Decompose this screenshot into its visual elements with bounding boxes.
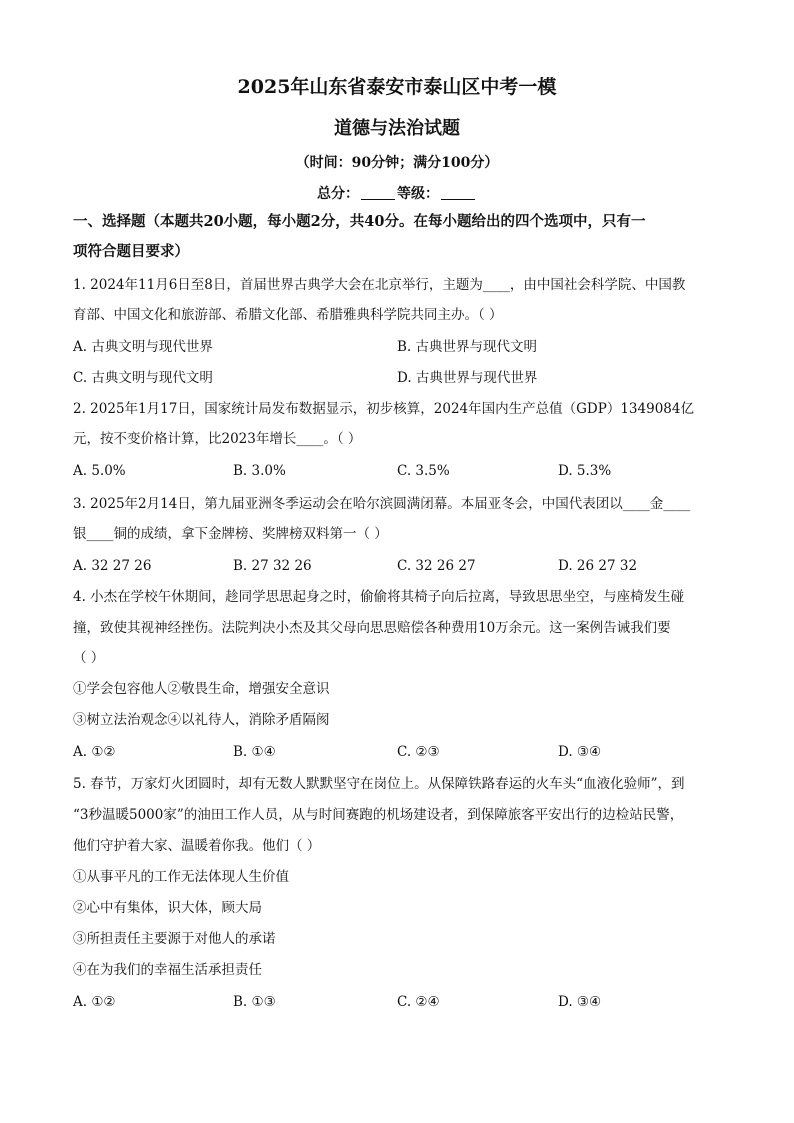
q4-line2: 撞，致使其视神经挫伤。法院判决小杰及其父母向思思赔偿各种费用10万余元。这一案例告诫我们要: [73, 620, 671, 636]
q1-option-a: A. 古典文明与现代世界: [73, 339, 213, 355]
q2-line2: 元，按不变价格计算，比2023年增长____。（ ）: [73, 431, 362, 447]
q4-option-c: C. ②③: [397, 744, 440, 760]
section-heading-line2: 项符合题目要求）: [73, 243, 189, 260]
q4-statement-1-2: ①学会包容他人②敬畏生命，增强安全意识: [73, 681, 330, 697]
q5-line3: 他们守护着大家、温暖着你我。他们（ ）: [73, 838, 321, 854]
q4-option-b: B. ①④: [233, 744, 276, 760]
q4-statement-3-4: ③树立法治观念④以礼待人，消除矛盾隔阂: [73, 712, 330, 728]
q4-line3: （ ）: [73, 650, 105, 666]
q1-option-b: B. 古典世界与现代文明: [397, 339, 538, 355]
q2-line1: 2. 2025年1月17日，国家统计局发布数据显示，初步核算，2024年国内生产总值（GDP）1349084亿: [73, 401, 694, 417]
q5-statement-4: ④在为我们的幸福生活承担责任: [73, 962, 262, 978]
section-heading-line1: 一、选择题（本题共20小题，每小题2分，共40分。在每小题给出的四个选项中，只有一: [73, 213, 646, 230]
q3-option-b: B. 27 32 26: [233, 558, 312, 574]
grade-blank: [441, 185, 475, 200]
q5-line2: “3秒温暖5000家”的油田工作人员，从与时间赛跑的机场建设者，到保障旅客平安出行的边检站民警，: [73, 807, 684, 823]
q1-line2: 育部、中国文化和旅游部、希腊文化部、希腊雅典科学院共同主办。（ ）: [73, 307, 503, 323]
q3-line1: 3. 2025年2月14日，第九届亚洲冬季运动会在哈尔滨圆满闭幕。本届亚冬会，中国代表团以____金____: [73, 496, 691, 512]
score-grade-line: [0, 183, 794, 203]
q5-option-a: A. ①②: [73, 994, 116, 1010]
q1-option-c: C. 古典文明与现代文明: [73, 370, 213, 386]
q2-option-c: C. 3.5%: [397, 463, 450, 479]
q1-line1: 1. 2024年11月6日至8日，首届世界古典学大会在北京举行，主题为____，由中国社会科学院、中国教: [73, 277, 686, 293]
q2-option-d: D. 5.3%: [558, 463, 612, 479]
q3-line2: 银____铜的成绩，拿下金牌榜、奖牌榜双料第一（ ）: [73, 526, 388, 542]
grade-label: 等级：: [397, 186, 439, 202]
q5-statement-3: ③所担责任主要源于对他人的承诺: [73, 931, 276, 947]
q5-line1: 5. 春节，万家灯火团圆时，却有无数人默默坚守在岗位上。从保障铁路春运的火车头“血液化验师”，到: [73, 776, 685, 792]
q5-statement-2: ②心中有集体，识大体，顾大局: [73, 900, 262, 916]
q3-option-c: C. 32 26 27: [397, 558, 476, 574]
exam-title: 2025年山东省泰安市泰山区中考一模: [237, 76, 557, 98]
q4-option-a: A. ①②: [73, 744, 116, 760]
score-label: 总分：: [317, 186, 359, 202]
exam-subtitle: 道德与法治试题: [334, 118, 460, 139]
q1-option-d: D. 古典世界与现代世界: [397, 370, 538, 386]
q5-option-b: B. ①③: [233, 994, 276, 1010]
score-blank: [361, 185, 395, 200]
q2-option-b: B. 3.0%: [233, 463, 286, 479]
q5-statement-1: ①从事平凡的工作无法体现人生价值: [73, 869, 289, 885]
q5-option-c: C. ②④: [397, 994, 440, 1010]
q2-option-a: A. 5.0%: [73, 463, 126, 479]
time-info: （时间：90分钟；满分100分）: [295, 155, 499, 171]
q4-line1: 4. 小杰在学校午休期间，趁同学思思起身之时，偷偷将其椅子向后拉离，导致思思坐空，与座椅发生碰: [73, 589, 685, 605]
q5-option-d: D. ③④: [558, 994, 602, 1010]
q3-option-a: A. 32 27 26: [73, 558, 152, 574]
q4-option-d: D. ③④: [558, 744, 602, 760]
q3-option-d: D. 26 27 32: [558, 558, 638, 574]
